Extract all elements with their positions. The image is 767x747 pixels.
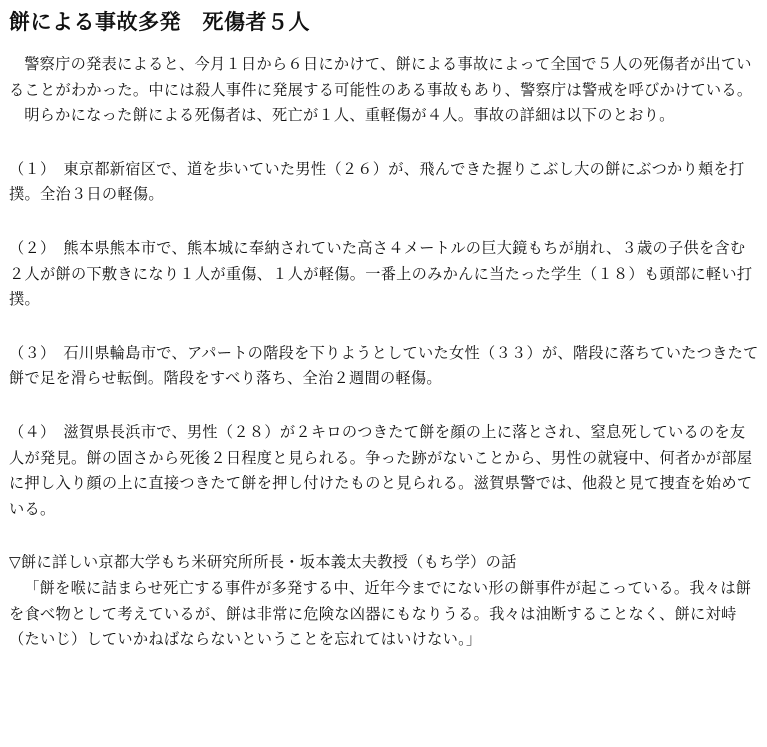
incident-3: （３） 石川県輪島市で、アパートの階段を下りようとしていた女性（３３）が、階段に落ちていたつきたて餅で足を滑らせ転倒。階段をすべり落ち、全治２週間の軽傷。 — [9, 343, 759, 388]
comment-body: 「餅を喉に詰まらせ死亡する事件が多発する中、近年今までにない形の餅事件が起こっている。我々は餅を食べ物として考えているが、餅は非常に危険な凶器にもなりうる。我々は油断することなく、餅に対峙（たいじ）していかねばならないということを忘れてはいけない。」 — [9, 578, 752, 649]
spacer — [9, 313, 759, 341]
headline: 餅による事故多発 死傷者５人 — [9, 10, 310, 34]
spacer — [9, 392, 759, 420]
spacer — [9, 208, 759, 236]
comment-heading: ▽餅に詳しい京都大学もち米研究所所長・坂本義太夫教授（もち学）の話 — [9, 553, 517, 572]
incident-1: （１） 東京都新宿区で、道を歩いていた男性（２６）が、飛んできた握りこぶし大の餅にぶつかり頬を打撲。全治３日の軽傷。 — [9, 159, 745, 204]
spacer — [9, 129, 759, 157]
spacer — [9, 522, 759, 550]
lead-paragraph-1: 警察庁の発表によると、今月１日から６日にかけて、餅による事故によって全国で５人の死傷者が出ていることがわかった。中には殺人事件に発展する可能性のある事故もあり、警察庁は警戒を呼びかけている。 — [9, 55, 753, 99]
incident-4: （４） 滋賀県長浜市で、男性（２８）が２キロのつきたて餅を顔の上に落とされ、窒息死しているのを友人が発見。餅の固さから死後２日程度と見られる。争った跡がないことから、男性の就寝中、何者かが部屋に押し入り顔の上に直接つきたて餅を押し付けたものと見られる。滋賀県警では、他殺と見て捜査を始めている。 — [9, 422, 753, 518]
incident-2: （２） 熊本県熊本市で、熊本城に奉納されていた高さ４メートルの巨大鏡もちが崩れ、３歳の子供を含む２人が餅の下敷きになり１人が重傷、１人が軽傷。一番上のみかんに当たった学生（１８）も頭部に軽い打撲。 — [9, 238, 753, 309]
lead-paragraph-2: 明らかになった餅による死傷者は、死亡が１人、重軽傷が４人。事故の詳細は以下のとおり。 — [24, 106, 675, 125]
